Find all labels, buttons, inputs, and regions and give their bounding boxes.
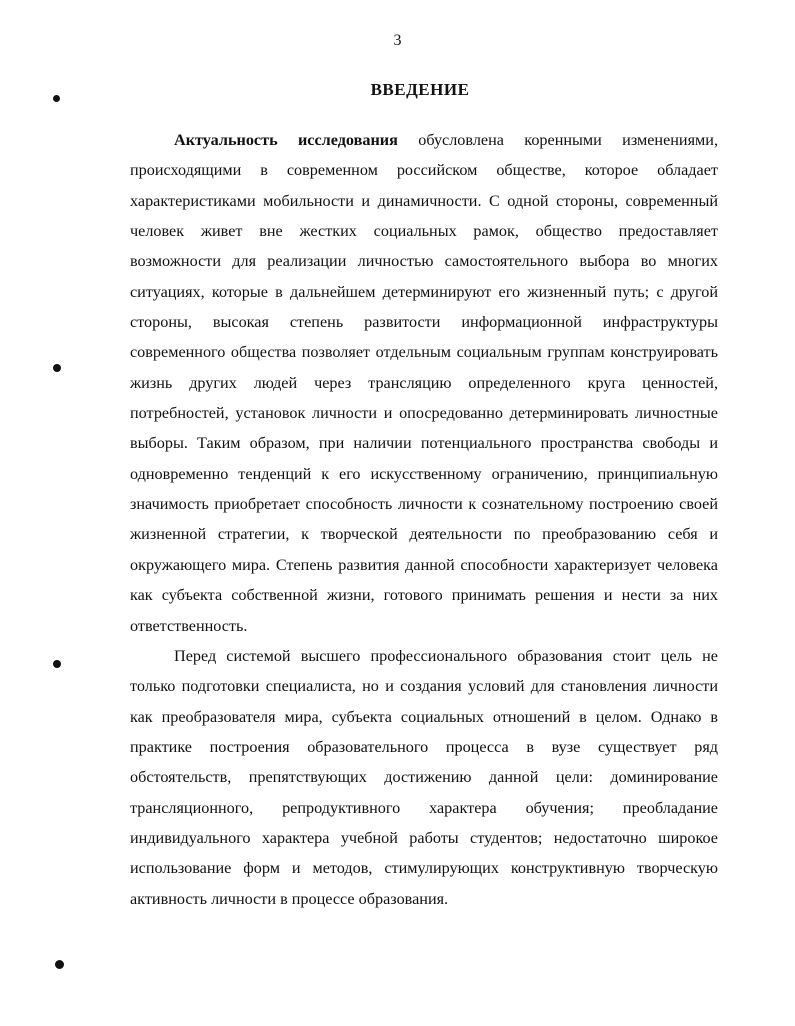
paragraph-1-lead: Актуальность исследования xyxy=(174,131,398,149)
binding-hole-mark xyxy=(53,95,60,102)
paragraph-1 xyxy=(130,125,718,641)
binding-hole-mark xyxy=(53,660,61,668)
section-heading: ВВЕДЕНИЕ xyxy=(370,80,470,99)
binding-hole-mark xyxy=(53,364,61,372)
paragraph-2: Перед системой высшего профессионального образования стоит цель не только подготовки специалиста, но и создания условий для становления личности как преобразователя мира, субъекта социальных отношений в целом. Однако в практике построения образовательного процесса в вузе существует ряд обстоятельств, препятствующих достижению данной цели: доминирование трансляционного, репродуктивного характера обучения; преобладание индивидуального характера учебной работы студентов; недостаточно широкое использование форм и методов, стимулирующих конструктивную творческую активность личности в процессе образования. xyxy=(130,646,718,908)
paragraph-1-text: обусловлена коренными изменениями, происходящими в современном российском обществе, которое обладает характеристиками мобильности и динамичности. С одной стороны, современный человек живет вне жестких социальных рамок, общество предоставляет возможности для реализации личностью самостоятельного выбора во многих ситуациях, которые в дальнейшем детерминируют его жизненный путь; с другой стороны, высокая степень развитости информационной инфраструктуры современного общества позволяет отдельным социальным группам конструировать жизнь других людей через трансляцию определенного круга ценностей, потребностей, установок личности и опосредованно детерминировать личностные выборы. Таким образом, при наличии потенциального пространства свободы и одновременно тенденций к его искусственному ограничению, принципиальную значимость приобретает способность личности к сознательному построению своей жизненной стратегии, к творческой деятельности по преобразованию себя и окружающего мира. Степень развития данной способности характеризует человека как субъекта собственной жизни, готового принимать решения и нести за них ответственность. xyxy=(130,131,718,635)
body-text xyxy=(130,125,718,914)
binding-hole-mark xyxy=(55,960,64,969)
page-number: 3 xyxy=(393,32,402,49)
